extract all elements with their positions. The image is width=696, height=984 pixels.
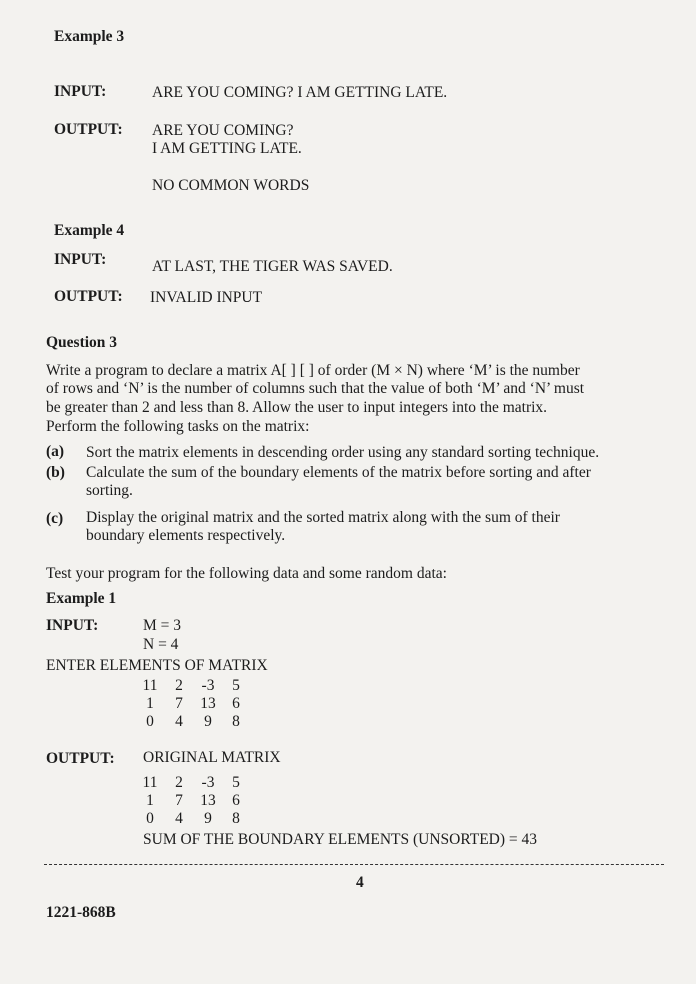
example3-output-line: NO COMMON WORDS [152,177,310,194]
matrix-cell: 7 [175,792,183,809]
task-text: Sort the matrix elements in descending order using any standard sorting technique. [86,444,600,461]
boundary-sum-line: SUM OF THE BOUNDARY ELEMENTS (UNSORTED) = 43 [143,831,538,848]
example3-output-line: ARE YOU COMING? [152,122,294,139]
question-paragraph-line: Perform the following tasks on the matrix: [46,418,310,435]
matrix-cell: 5 [232,677,240,694]
matrix-cell: 6 [232,695,240,712]
matrix-cell: 13 [200,792,216,809]
dashed-divider [44,864,664,865]
example4-output-label: OUTPUT: [54,288,123,305]
page-number: 4 [356,874,364,891]
example1-output-label: OUTPUT: [46,750,115,767]
matrix-cell: 0 [146,810,154,827]
example3-input-value: ARE YOU COMING? I AM GETTING LATE. [152,84,448,101]
matrix-cell: 11 [142,774,158,791]
matrix-cell: 8 [232,713,240,730]
matrix-cell: -3 [201,774,215,791]
enter-elements-label: ENTER ELEMENTS OF MATRIX [46,657,268,674]
example4-output-value: INVALID INPUT [150,289,263,306]
test-instruction: Test your program for the following data and some random data: [46,565,447,582]
matrix-cell: 4 [175,810,183,827]
document-code: 1221-868B [46,904,116,921]
matrix-cell: 7 [175,695,183,712]
matrix-cell: 2 [175,774,183,791]
matrix-cell: 8 [232,810,240,827]
question-paragraph-line: Write a program to declare a matrix A[ ] [ ] of order (M × N) where ‘M’ is the number [46,362,580,379]
matrix-cell: 9 [204,713,212,730]
question-paragraph-line: of rows and ‘N’ is the number of columns such that the value of both ‘M’ and ‘N’ must [46,380,585,397]
matrix-cell: 4 [175,713,183,730]
task-marker: (b) [46,464,65,481]
matrix-cell: 1 [146,792,154,809]
example4-input-label: INPUT: [54,251,107,268]
task-marker: (c) [46,510,64,527]
matrix-cell: 6 [232,792,240,809]
matrix-cell: 11 [142,677,158,694]
matrix-cell: 2 [175,677,183,694]
n-value: N = 4 [143,636,179,653]
example3-output-line: I AM GETTING LATE. [152,140,302,157]
example1-input-label: INPUT: [46,617,99,634]
matrix-cell: -3 [201,677,215,694]
matrix-cell: 9 [204,810,212,827]
matrix-cell: 13 [200,695,216,712]
task-text: Display the original matrix and the sorted matrix along with the sum of their [86,509,560,526]
example3-heading: Example 3 [54,28,125,45]
matrix-cell: 1 [146,695,154,712]
task-marker: (a) [46,443,65,460]
example4-heading: Example 4 [54,222,125,239]
m-value: M = 3 [143,617,182,634]
example3-output-label: OUTPUT: [54,121,123,138]
example1-heading: Example 1 [46,590,117,607]
matrix-cell: 0 [146,713,154,730]
question3-heading: Question 3 [46,334,118,351]
task-text: sorting. [86,482,133,499]
example4-input-value: AT LAST, THE TIGER WAS SAVED. [152,258,393,275]
original-matrix-label: ORIGINAL MATRIX [143,749,281,766]
task-text: Calculate the sum of the boundary elements of the matrix before sorting and after [86,464,591,481]
example3-input-label: INPUT: [54,83,107,100]
task-text: boundary elements respectively. [86,527,286,544]
matrix-cell: 5 [232,774,240,791]
question-paragraph-line: be greater than 2 and less than 8. Allow the user to input integers into the matrix. [46,399,548,416]
